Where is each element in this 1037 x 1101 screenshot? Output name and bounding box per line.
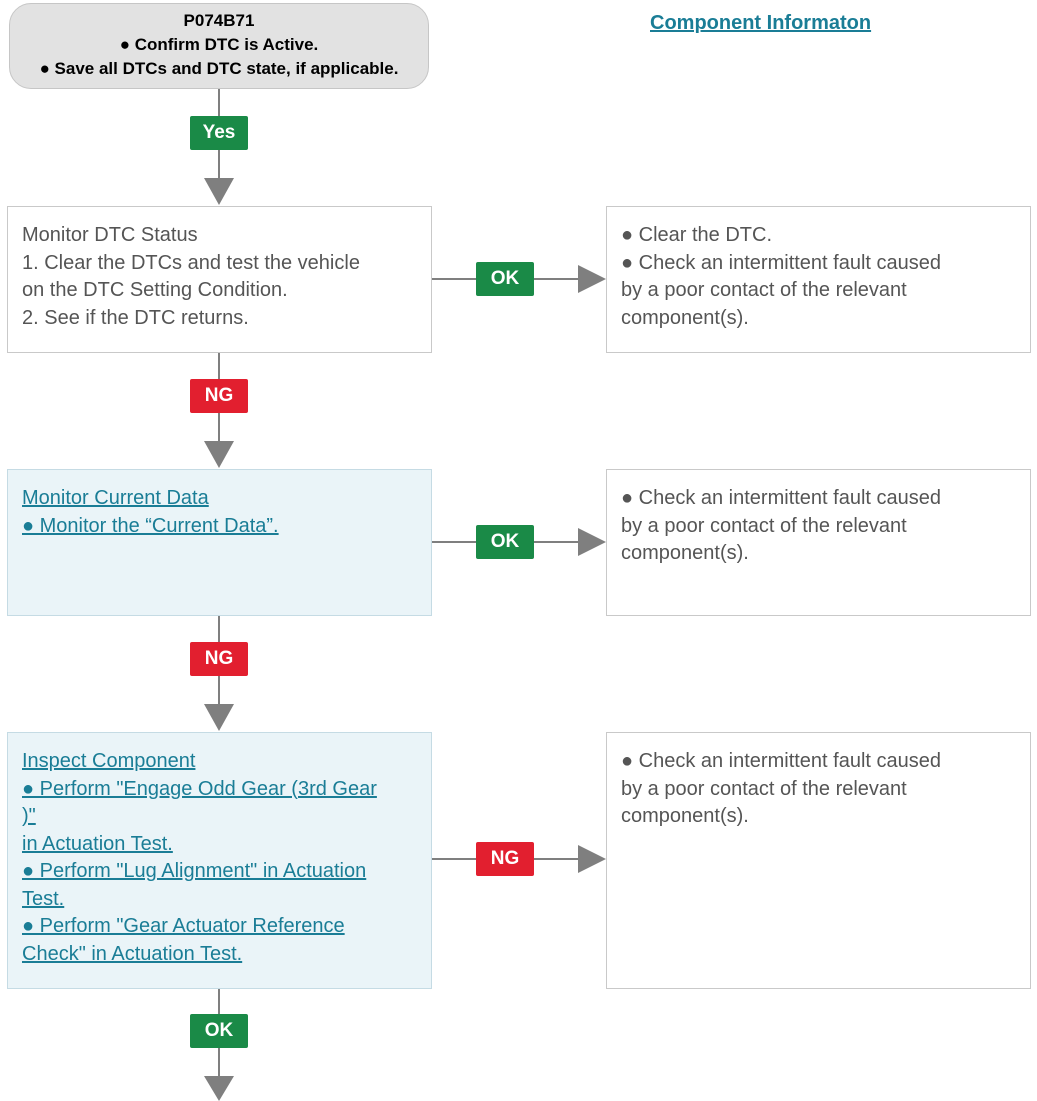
ng-badge: NG (476, 842, 534, 876)
result-box (606, 469, 1031, 616)
result-line: ● Check an intermittent fault caused (621, 750, 942, 772)
actuation-test-link[interactable]: ● Perform "Lug Alignment" in Actuation (22, 860, 367, 882)
step-line: 2. See if the DTC returns. (22, 306, 249, 329)
actuation-test-link[interactable]: in Actuation Test. (22, 832, 173, 855)
result-line: component(s). (621, 805, 749, 827)
arrow-right-icon (578, 265, 606, 293)
arrow-down-icon (204, 1076, 234, 1101)
step-box-monitor-dtc-status (7, 206, 432, 353)
ok-badge: OK (476, 262, 534, 296)
actuation-test-link[interactable]: ● Perform "Gear Actuator Reference (22, 915, 345, 937)
dtc-code: P074B71 (183, 11, 255, 30)
component-information-link[interactable]: Component Informaton (650, 12, 872, 34)
arrow-right-icon (578, 845, 606, 873)
ng-badge: NG (190, 642, 248, 676)
start-line: ● Save all DTCs and DTC state, if applicable. (39, 59, 399, 78)
result-line: by a poor contact of the relevant (621, 777, 907, 800)
actuation-test-link[interactable]: Test. (22, 887, 65, 910)
result-line: component(s). (621, 306, 749, 329)
result-line: ● Check an intermittent fault caused (621, 487, 942, 509)
start-line: ● Confirm DTC is Active. (119, 35, 319, 54)
yes-badge: Yes (190, 116, 248, 150)
actuation-test-link[interactable]: Check" in Actuation Test. (22, 942, 243, 965)
result-box (606, 206, 1031, 353)
inspect-component-link[interactable]: Inspect Component (22, 750, 196, 772)
step-box-monitor-current-data (7, 469, 432, 616)
arrow-down-icon (204, 178, 234, 205)
result-line: component(s). (621, 542, 749, 564)
ok-badge: OK (190, 1014, 248, 1048)
step-line: on the DTC Setting Condition. (22, 279, 288, 301)
result-box (606, 732, 1031, 989)
monitor-current-data-link[interactable]: ● Monitor the “Current Data”. (22, 514, 279, 537)
arrow-down-icon (204, 704, 234, 731)
actuation-test-link[interactable]: )" (22, 805, 36, 827)
result-line: by a poor contact of the relevant (621, 514, 907, 537)
ok-badge: OK (476, 525, 534, 559)
result-line: ● Check an intermittent fault caused (621, 251, 942, 274)
ng-badge: NG (190, 379, 248, 413)
step-title: Monitor DTC Status (22, 224, 198, 246)
actuation-test-link[interactable]: ● Perform "Engage Odd Gear (3rd Gear (22, 777, 377, 800)
step-line: 1. Clear the DTCs and test the vehicle (22, 251, 360, 274)
monitor-current-data-link[interactable]: Monitor Current Data (22, 487, 209, 509)
step-box-inspect-component (7, 732, 432, 989)
arrow-right-icon (578, 528, 606, 556)
result-line: by a poor contact of the relevant (621, 279, 907, 301)
arrow-down-icon (204, 441, 234, 468)
result-line: ● Clear the DTC. (621, 224, 773, 246)
start-box (9, 3, 429, 89)
